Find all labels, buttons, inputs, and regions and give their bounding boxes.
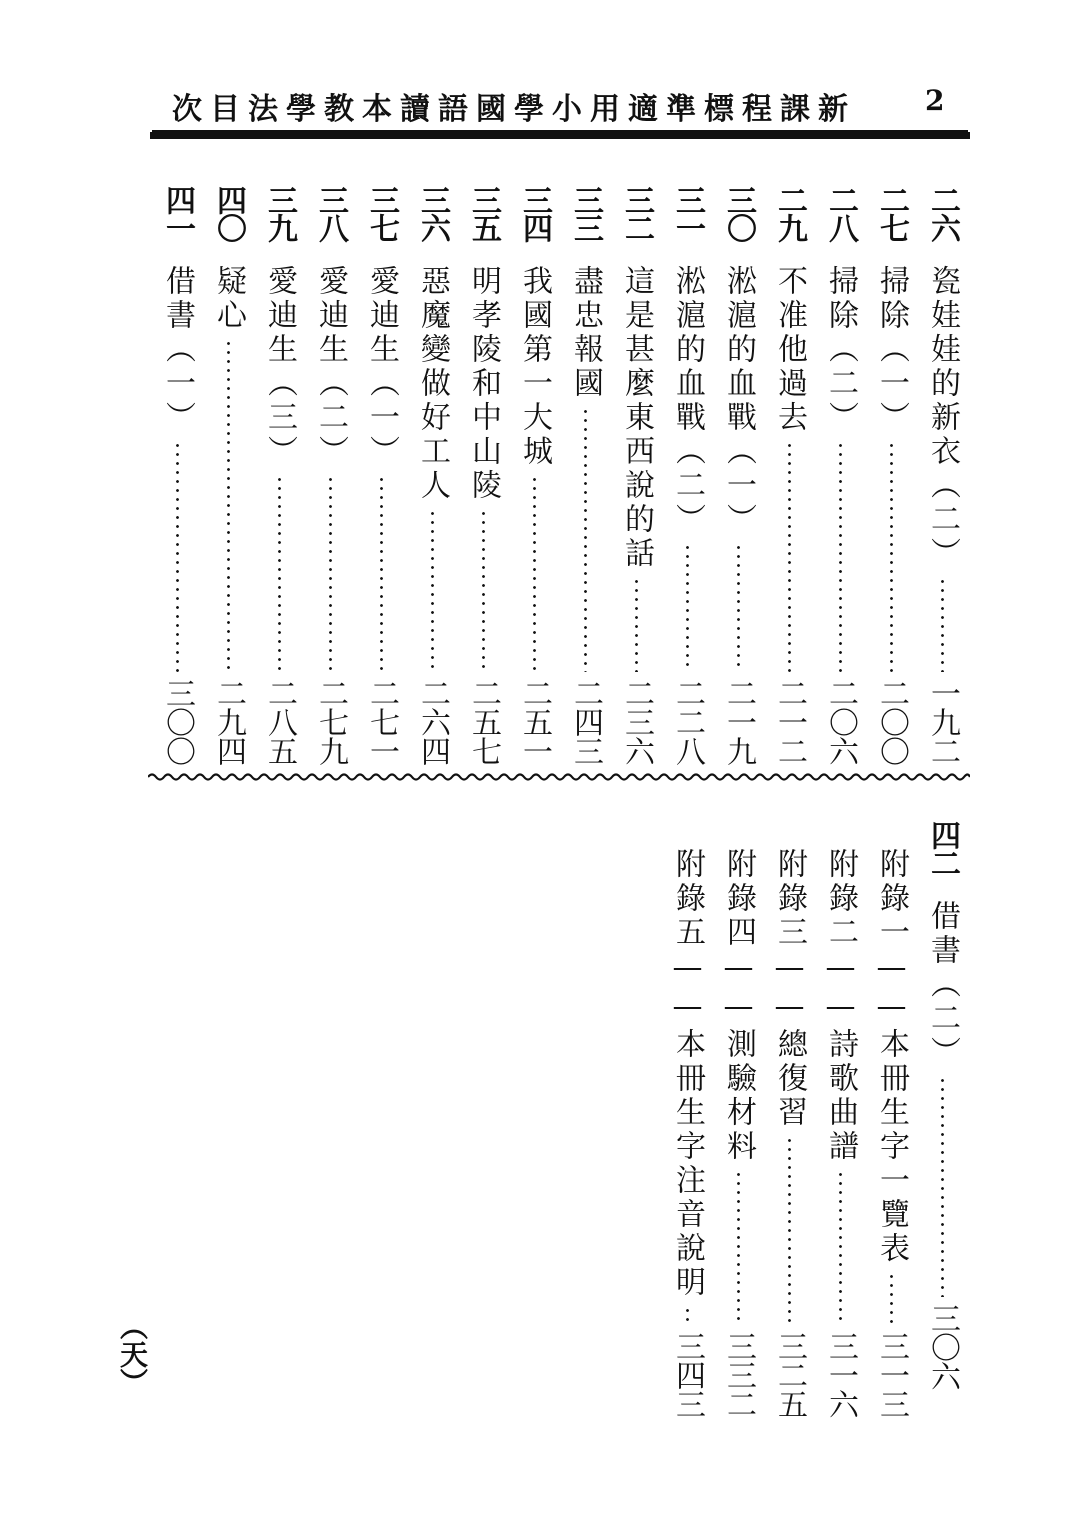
toc-entry[interactable] [513, 185, 555, 765]
lesson-number: 三一 [670, 185, 705, 241]
toc-entry[interactable] [156, 185, 198, 765]
page-ref: 三〇六 [925, 1303, 960, 1390]
appendix-title: 附錄五——本冊生字注音說明 [670, 848, 705, 1300]
lesson-title: 我國第一大城 [517, 265, 552, 469]
leader-dots [788, 1136, 791, 1325]
lesson-title: 愛迪生（三） [262, 265, 297, 469]
section-marker: （天） [116, 1312, 149, 1396]
leader-dots [380, 475, 383, 672]
page-ref: 二二八 [670, 678, 705, 765]
header-rule [150, 132, 970, 139]
lesson-number: 三〇 [721, 185, 756, 241]
toc-entry[interactable] [921, 185, 963, 765]
leader-dots [890, 1272, 893, 1325]
lesson-title: 愛迪生（一） [364, 265, 399, 469]
page-ref: 三三二 [721, 1331, 756, 1418]
lesson-number: 三三 [568, 185, 603, 241]
toc-entry[interactable] [615, 185, 657, 765]
toc-entry[interactable] [462, 185, 504, 765]
toc-entry[interactable] [666, 185, 708, 765]
page-ref: 三二五 [772, 1331, 807, 1418]
lesson-title: 疑心 [211, 265, 246, 333]
page-ref: 二六四 [415, 678, 450, 765]
leader-dots [941, 577, 944, 672]
page-ref: 二〇六 [823, 678, 858, 765]
toc-entry[interactable] [411, 185, 453, 765]
lesson-number: 二八 [823, 185, 858, 241]
leader-dots [533, 475, 536, 672]
running-header-title: 新課程標準適用小學國語讀本教學法目次 [172, 92, 856, 127]
lesson-title: 這是甚麼東西說的話 [619, 265, 654, 571]
lesson-number: 二六 [925, 185, 960, 241]
lesson-title: 借書（一） [160, 265, 195, 435]
lesson-number: 三六 [415, 185, 450, 241]
page-ref: 三一三 [874, 1331, 909, 1418]
toc-entry[interactable] [258, 185, 300, 765]
appendix-entry[interactable] [819, 848, 861, 1418]
appendix-title: 附錄三——總復習 [772, 848, 807, 1130]
toc-entry[interactable] [819, 185, 861, 765]
page-ref: 三一六 [823, 1331, 858, 1418]
toc-entry[interactable] [921, 820, 963, 1390]
lesson-number: 三五 [466, 185, 501, 241]
lesson-number: 三九 [262, 185, 297, 241]
lesson-number: 三七 [364, 185, 399, 241]
leader-dots [176, 441, 179, 672]
page-ref: 二一二 [772, 678, 807, 765]
leader-dots [686, 1306, 689, 1325]
leader-dots [278, 475, 281, 672]
leader-dots [431, 509, 434, 672]
appendix-title: 附錄四——測驗材料 [721, 848, 756, 1164]
page-ref: 二五一 [517, 678, 552, 765]
leader-dots [686, 543, 689, 672]
appendix-entry[interactable] [666, 848, 708, 1418]
toc-entry[interactable] [717, 185, 759, 765]
lesson-title: 淞滬的血戰（一） [721, 265, 756, 537]
leader-dots [839, 441, 842, 672]
page-ref: 二一九 [721, 678, 756, 765]
lesson-number: 四〇 [211, 185, 246, 241]
leader-dots [329, 475, 332, 672]
lesson-title: 明孝陵和中山陵 [466, 265, 501, 503]
leader-dots [941, 1076, 944, 1297]
toc-entry[interactable] [564, 185, 606, 765]
lesson-title: 盡忠報國 [568, 265, 603, 401]
lesson-number: 三八 [313, 185, 348, 241]
page-ref: 二〇〇 [874, 678, 909, 765]
lesson-number: 四一 [160, 185, 195, 241]
lesson-title: 瓷娃娃的新衣（二） [925, 265, 960, 571]
leader-dots [788, 441, 791, 672]
lesson-title: 掃除（二） [823, 265, 858, 435]
lesson-title: 掃除（一） [874, 265, 909, 435]
lesson-number: 三二 [619, 185, 654, 241]
page-ref: 三四三 [670, 1331, 705, 1418]
page-ref: 二五七 [466, 678, 501, 765]
appendix-title: 附錄一——本冊生字一覽表 [874, 848, 909, 1266]
page-number: 2 [925, 84, 945, 117]
appendix-entry[interactable] [717, 848, 759, 1418]
leader-dots [482, 509, 485, 672]
leader-dots [737, 1170, 740, 1325]
page-ref: 二七九 [313, 678, 348, 765]
appendix-title: 附錄二——詩歌曲譜 [823, 848, 858, 1164]
lesson-title: 借書（二） [925, 900, 960, 1070]
lesson-number: 二七 [874, 185, 909, 241]
toc-entry[interactable] [309, 185, 351, 765]
page-ref: 一九二 [925, 678, 960, 765]
wavy-divider [148, 772, 970, 782]
leader-dots [584, 407, 587, 672]
page-ref: 二八五 [262, 678, 297, 765]
appendix-entry[interactable] [870, 848, 912, 1418]
lesson-number: 三四 [517, 185, 552, 241]
lesson-number: 四二 [925, 820, 960, 876]
leader-dots [890, 441, 893, 672]
leader-dots [635, 577, 638, 672]
page-ref: 二九四 [211, 678, 246, 765]
toc-entry[interactable] [360, 185, 402, 765]
page-ref: 三〇〇 [160, 678, 195, 765]
page-ref: 二三六 [619, 678, 654, 765]
lesson-title: 不准他過去 [772, 265, 807, 435]
toc-entry[interactable] [207, 185, 249, 765]
lesson-title: 惡魔變做好工人 [415, 265, 450, 503]
lesson-title: 淞滬的血戰（二） [670, 265, 705, 537]
leader-dots [737, 543, 740, 672]
page-ref: 二七一 [364, 678, 399, 765]
leader-dots [839, 1170, 842, 1325]
lesson-number: 二九 [772, 185, 807, 241]
appendix-entry[interactable] [768, 848, 810, 1418]
lesson-title: 愛迪生（二） [313, 265, 348, 469]
toc-entry[interactable] [870, 185, 912, 765]
leader-dots [227, 339, 230, 672]
page-ref: 二四三 [568, 678, 603, 765]
toc-entry[interactable] [768, 185, 810, 765]
